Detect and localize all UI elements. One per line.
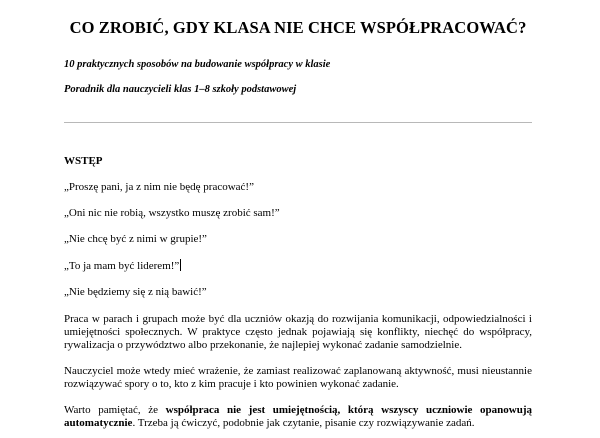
quote-line-with-cursor[interactable] — [64, 259, 532, 273]
quote-line[interactable]: „Oni nic nie robią, wszystko muszę zrobić sam!” — [64, 207, 280, 219]
text-cursor — [180, 259, 181, 271]
paragraph-text[interactable]: Warto pamiętać, że — [64, 404, 166, 416]
horizontal-rule — [64, 122, 532, 123]
quote-line[interactable]: „Nie chcę być z nimi w grupie!” — [64, 233, 207, 245]
quote-text[interactable]: „To ja mam być liderem!” — [64, 260, 180, 272]
paragraph-emphasis[interactable]: współpraca nie jest umiejętnością, którą wszyscy uczniowie opanowują automatycznie — [64, 404, 532, 429]
body-paragraph[interactable]: Nauczyciel może wtedy mieć wrażenie, że zamiast realizować zaplanowaną aktywność, musi nieustannie rozwiązywać spory o to, kto z kim pracuje i kto powinien wykonać zadanie. — [64, 365, 532, 390]
body-paragraph[interactable] — [64, 404, 532, 430]
document-title: CO ZROBIĆ, GDY KLASA NIE CHCE WSPÓŁPRACOWAĆ? — [69, 18, 527, 37]
section-heading: WSTĘP — [64, 155, 103, 167]
document-audience: Poradnik dla nauczycieli klas 1–8 szkoły podstawowej — [64, 84, 297, 95]
body-paragraph[interactable]: Praca w parach i grupach może być dla uczniów okazją do rozwijania komunikacji, odpowiedzialności i umiejętności społecznych. W praktyce często jednak pojawiają się konflikty, niechęć do współpracy, rywalizacja o przywództwo albo przekonanie, że najlepiej wykonać zadanie samodzielnie. — [64, 313, 532, 351]
quote-line[interactable]: „Nie będziemy się z nią bawić!” — [64, 286, 207, 298]
paragraph-text[interactable]: . Trzeba ją ćwiczyć, podobnie jak czytanie, pisanie czy rozwiązywanie zadań. — [132, 417, 475, 429]
document-subtitle: 10 praktycznych sposobów na budowanie współpracy w klasie — [64, 59, 331, 70]
quote-line[interactable]: „Proszę pani, ja z nim nie będę pracować!” — [64, 181, 254, 193]
